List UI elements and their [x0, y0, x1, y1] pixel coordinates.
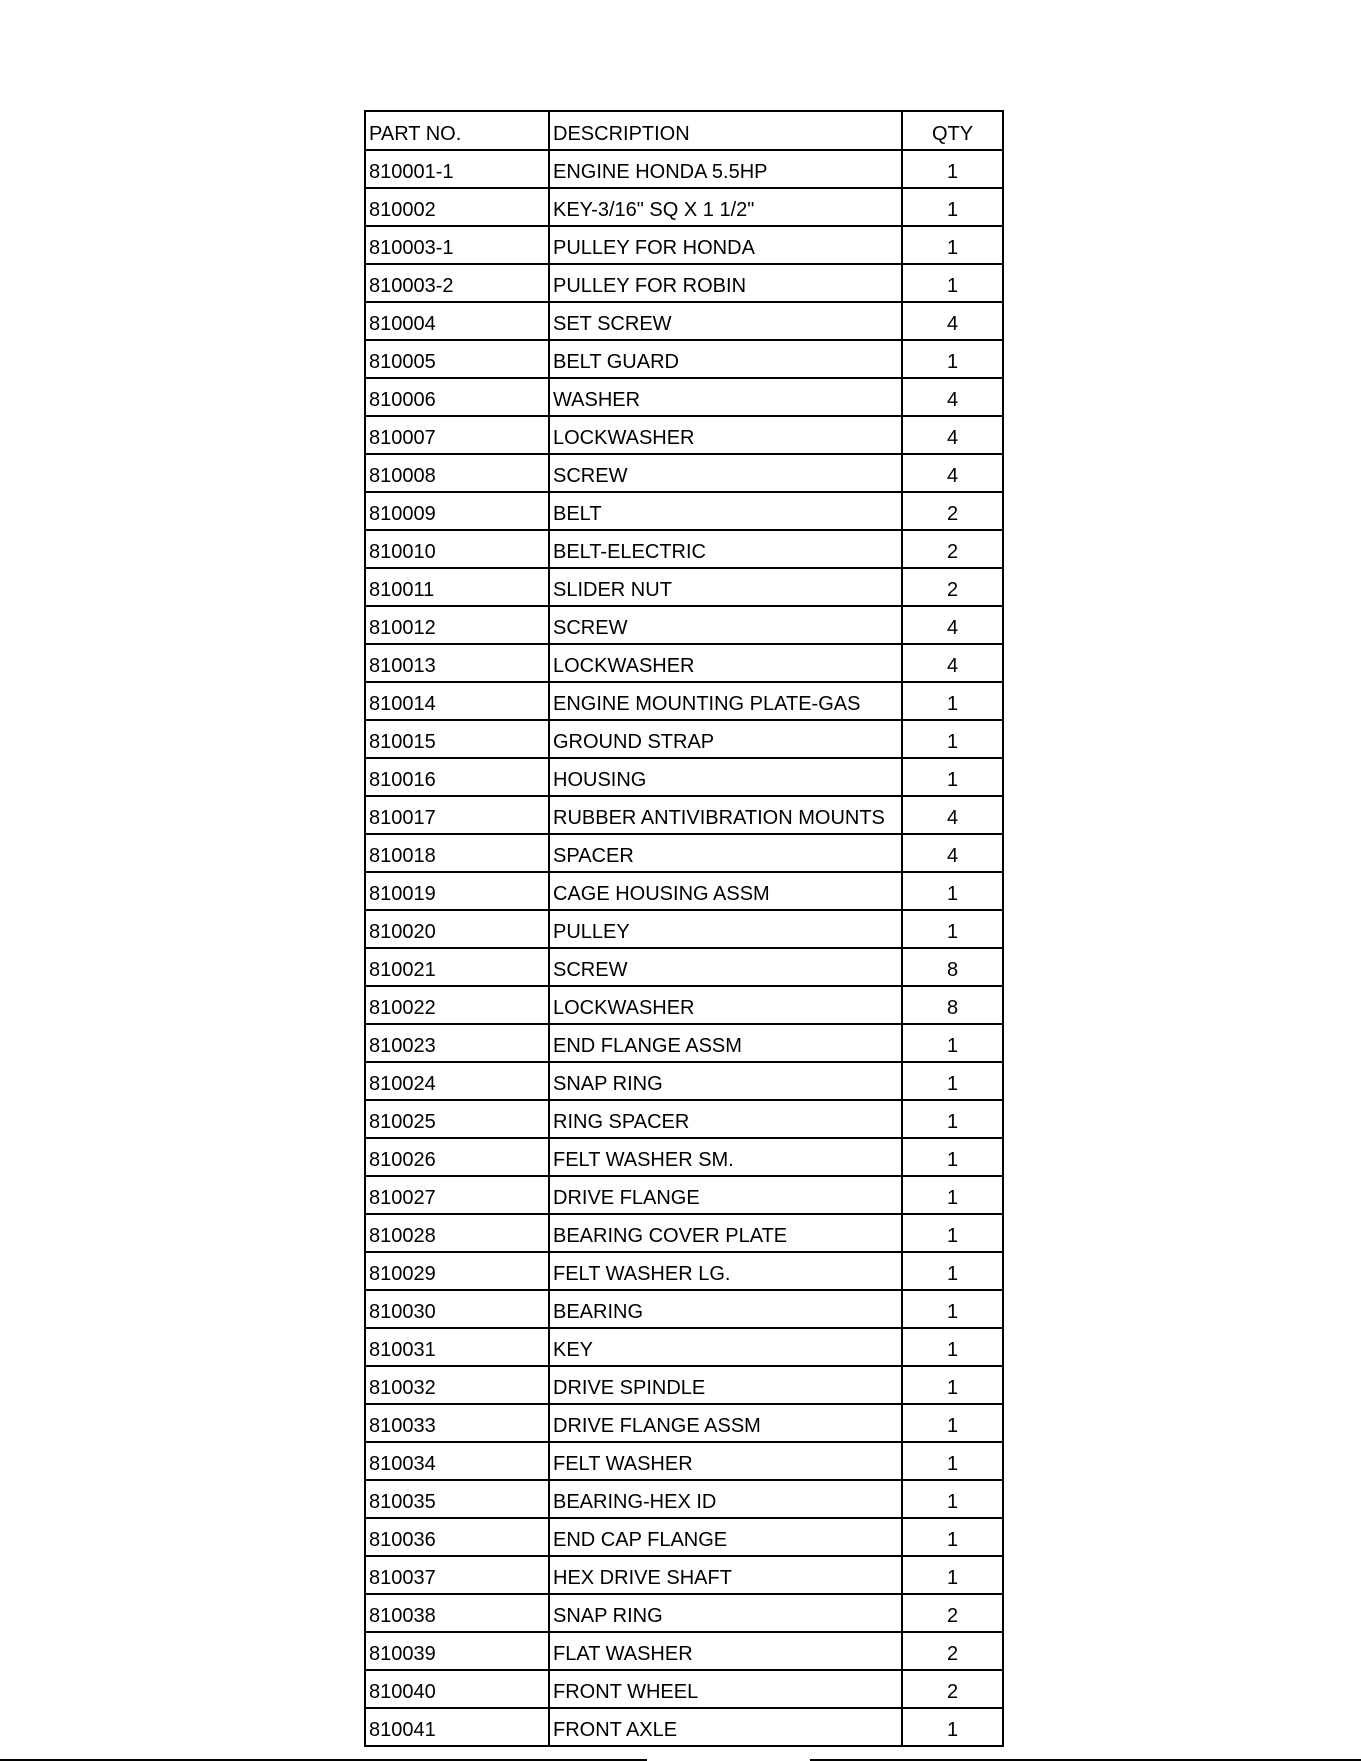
- table-row: [365, 1214, 1003, 1252]
- description-cell: BELT: [549, 492, 902, 530]
- part-number-cell: 810003-2: [365, 264, 549, 302]
- description-cell: BELT-ELECTRIC: [549, 530, 902, 568]
- part-number-cell: 810018: [365, 834, 549, 872]
- table-row: [365, 644, 1003, 682]
- quantity-cell: 1: [902, 1480, 1003, 1518]
- quantity-cell: 1: [902, 872, 1003, 910]
- quantity-cell: 4: [902, 302, 1003, 340]
- description-cell: BEARING-HEX ID: [549, 1480, 902, 1518]
- part-number-cell: 810021: [365, 948, 549, 986]
- description-cell: WASHER: [549, 378, 902, 416]
- part-number-cell: 810036: [365, 1518, 549, 1556]
- quantity-cell: 2: [902, 530, 1003, 568]
- quantity-cell: 4: [902, 796, 1003, 834]
- part-number-cell: 810007: [365, 416, 549, 454]
- table-row: [365, 378, 1003, 416]
- part-number-cell: 810038: [365, 1594, 549, 1632]
- quantity-cell: 2: [902, 492, 1003, 530]
- part-number-cell: 810032: [365, 1366, 549, 1404]
- table-row: [365, 1290, 1003, 1328]
- quantity-cell: 1: [902, 340, 1003, 378]
- description-cell: LOCKWASHER: [549, 644, 902, 682]
- description-cell: CAGE HOUSING ASSM: [549, 872, 902, 910]
- quantity-cell: 1: [902, 910, 1003, 948]
- table-row: [365, 1708, 1003, 1746]
- table-row: [365, 416, 1003, 454]
- quantity-cell: 2: [902, 568, 1003, 606]
- table-row: [365, 796, 1003, 834]
- description-cell: SLIDER NUT: [549, 568, 902, 606]
- quantity-cell: 1: [902, 1442, 1003, 1480]
- part-number-cell: 810022: [365, 986, 549, 1024]
- quantity-cell: 2: [902, 1670, 1003, 1708]
- part-number-cell: 810025: [365, 1100, 549, 1138]
- quantity-cell: 8: [902, 948, 1003, 986]
- description-cell: LOCKWASHER: [549, 416, 902, 454]
- description-cell: FELT WASHER: [549, 1442, 902, 1480]
- description-cell: BELT GUARD: [549, 340, 902, 378]
- table-row: [365, 1670, 1003, 1708]
- table-row: [365, 530, 1003, 568]
- description-cell: SCREW: [549, 948, 902, 986]
- quantity-cell: 1: [902, 682, 1003, 720]
- header-part-no: PART NO.: [365, 111, 549, 150]
- description-cell: PULLEY FOR HONDA: [549, 226, 902, 264]
- quantity-cell: 1: [902, 720, 1003, 758]
- description-cell: END CAP FLANGE: [549, 1518, 902, 1556]
- quantity-cell: 1: [902, 188, 1003, 226]
- quantity-cell: 1: [902, 1176, 1003, 1214]
- quantity-cell: 1: [902, 1556, 1003, 1594]
- part-number-cell: 810039: [365, 1632, 549, 1670]
- table-row: [365, 226, 1003, 264]
- description-cell: FELT WASHER LG.: [549, 1252, 902, 1290]
- table-row: [365, 1632, 1003, 1670]
- quantity-cell: 1: [902, 1404, 1003, 1442]
- header-qty: QTY: [902, 111, 1003, 150]
- part-number-cell: 810035: [365, 1480, 549, 1518]
- description-cell: SET SCREW: [549, 302, 902, 340]
- quantity-cell: 1: [902, 1366, 1003, 1404]
- description-cell: SCREW: [549, 454, 902, 492]
- part-number-cell: 810027: [365, 1176, 549, 1214]
- part-number-cell: 810002: [365, 188, 549, 226]
- description-cell: FELT WASHER SM.: [549, 1138, 902, 1176]
- description-cell: SNAP RING: [549, 1594, 902, 1632]
- quantity-cell: 4: [902, 606, 1003, 644]
- quantity-cell: 4: [902, 378, 1003, 416]
- description-cell: SNAP RING: [549, 1062, 902, 1100]
- description-cell: FRONT AXLE: [549, 1708, 902, 1746]
- table-row: [365, 1024, 1003, 1062]
- part-number-cell: 810009: [365, 492, 549, 530]
- description-cell: KEY-3/16" SQ X 1 1/2": [549, 188, 902, 226]
- parts-table-body: [365, 150, 1003, 1746]
- description-cell: ENGINE HONDA 5.5HP: [549, 150, 902, 188]
- quantity-cell: 1: [902, 264, 1003, 302]
- quantity-cell: 1: [902, 1024, 1003, 1062]
- part-number-cell: 810010: [365, 530, 549, 568]
- table-row: [365, 492, 1003, 530]
- description-cell: KEY: [549, 1328, 902, 1366]
- quantity-cell: 1: [902, 1062, 1003, 1100]
- description-cell: FRONT WHEEL: [549, 1670, 902, 1708]
- quantity-cell: 4: [902, 454, 1003, 492]
- description-cell: END FLANGE ASSM: [549, 1024, 902, 1062]
- table-row: [365, 986, 1003, 1024]
- part-number-cell: 810029: [365, 1252, 549, 1290]
- table-row: [365, 1252, 1003, 1290]
- part-number-cell: 810011: [365, 568, 549, 606]
- table-row: [365, 606, 1003, 644]
- description-cell: BEARING: [549, 1290, 902, 1328]
- part-number-cell: 810012: [365, 606, 549, 644]
- table-row: [365, 758, 1003, 796]
- table-row: [365, 872, 1003, 910]
- part-number-cell: 810033: [365, 1404, 549, 1442]
- table-row: [365, 454, 1003, 492]
- table-row: [365, 720, 1003, 758]
- table-row: [365, 188, 1003, 226]
- part-number-cell: 810028: [365, 1214, 549, 1252]
- description-cell: DRIVE SPINDLE: [549, 1366, 902, 1404]
- part-number-cell: 810031: [365, 1328, 549, 1366]
- part-number-cell: 810004: [365, 302, 549, 340]
- quantity-cell: 1: [902, 226, 1003, 264]
- part-number-cell: 810034: [365, 1442, 549, 1480]
- quantity-cell: 1: [902, 1100, 1003, 1138]
- part-number-cell: 810003-1: [365, 226, 549, 264]
- table-row: [365, 1328, 1003, 1366]
- quantity-cell: 1: [902, 1708, 1003, 1746]
- table-row: [365, 834, 1003, 872]
- description-cell: SCREW: [549, 606, 902, 644]
- table-row: [365, 1518, 1003, 1556]
- quantity-cell: 1: [902, 1138, 1003, 1176]
- part-number-cell: 810026: [365, 1138, 549, 1176]
- table-row: [365, 1176, 1003, 1214]
- part-number-cell: 810040: [365, 1670, 549, 1708]
- description-cell: HOUSING: [549, 758, 902, 796]
- part-number-cell: 810020: [365, 910, 549, 948]
- quantity-cell: 2: [902, 1632, 1003, 1670]
- part-number-cell: 810005: [365, 340, 549, 378]
- part-number-cell: 810017: [365, 796, 549, 834]
- part-number-cell: 810023: [365, 1024, 549, 1062]
- table-row: [365, 302, 1003, 340]
- description-cell: SPACER: [549, 834, 902, 872]
- table-row: [365, 1594, 1003, 1632]
- table-row: [365, 948, 1003, 986]
- part-number-cell: 810019: [365, 872, 549, 910]
- table-row: [365, 1480, 1003, 1518]
- parts-table: [364, 110, 1004, 1747]
- header-row: [365, 111, 1003, 150]
- description-cell: LOCKWASHER: [549, 986, 902, 1024]
- part-number-cell: 810037: [365, 1556, 549, 1594]
- quantity-cell: 4: [902, 416, 1003, 454]
- table-row: [365, 1062, 1003, 1100]
- description-cell: RUBBER ANTIVIBRATION MOUNTS: [549, 796, 902, 834]
- description-cell: ENGINE MOUNTING PLATE-GAS: [549, 682, 902, 720]
- table-row: [365, 150, 1003, 188]
- table-row: [365, 1366, 1003, 1404]
- quantity-cell: 4: [902, 834, 1003, 872]
- part-number-cell: 810006: [365, 378, 549, 416]
- part-number-cell: 810030: [365, 1290, 549, 1328]
- description-cell: FLAT WASHER: [549, 1632, 902, 1670]
- description-cell: GROUND STRAP: [549, 720, 902, 758]
- quantity-cell: 1: [902, 1290, 1003, 1328]
- quantity-cell: 1: [902, 1214, 1003, 1252]
- part-number-cell: 810014: [365, 682, 549, 720]
- description-cell: RING SPACER: [549, 1100, 902, 1138]
- quantity-cell: 2: [902, 1594, 1003, 1632]
- part-number-cell: 810013: [365, 644, 549, 682]
- part-number-cell: 810016: [365, 758, 549, 796]
- table-row: [365, 1138, 1003, 1176]
- table-row: [365, 1556, 1003, 1594]
- table-row: [365, 1100, 1003, 1138]
- parts-table-header: [365, 111, 1003, 150]
- table-row: [365, 264, 1003, 302]
- quantity-cell: 8: [902, 986, 1003, 1024]
- quantity-cell: 4: [902, 644, 1003, 682]
- description-cell: PULLEY FOR ROBIN: [549, 264, 902, 302]
- quantity-cell: 1: [902, 1518, 1003, 1556]
- description-cell: HEX DRIVE SHAFT: [549, 1556, 902, 1594]
- header-description: DESCRIPTION: [549, 111, 902, 150]
- table-row: [365, 1404, 1003, 1442]
- description-cell: DRIVE FLANGE ASSM: [549, 1404, 902, 1442]
- description-cell: PULLEY: [549, 910, 902, 948]
- description-cell: DRIVE FLANGE: [549, 1176, 902, 1214]
- quantity-cell: 1: [902, 1252, 1003, 1290]
- part-number-cell: 810015: [365, 720, 549, 758]
- table-row: [365, 568, 1003, 606]
- table-row: [365, 340, 1003, 378]
- quantity-cell: 1: [902, 1328, 1003, 1366]
- table-row: [365, 1442, 1003, 1480]
- part-number-cell: 810008: [365, 454, 549, 492]
- quantity-cell: 1: [902, 150, 1003, 188]
- table-row: [365, 910, 1003, 948]
- description-cell: BEARING COVER PLATE: [549, 1214, 902, 1252]
- part-number-cell: 810001-1: [365, 150, 549, 188]
- quantity-cell: 1: [902, 758, 1003, 796]
- part-number-cell: 810041: [365, 1708, 549, 1746]
- table-row: [365, 682, 1003, 720]
- part-number-cell: 810024: [365, 1062, 549, 1100]
